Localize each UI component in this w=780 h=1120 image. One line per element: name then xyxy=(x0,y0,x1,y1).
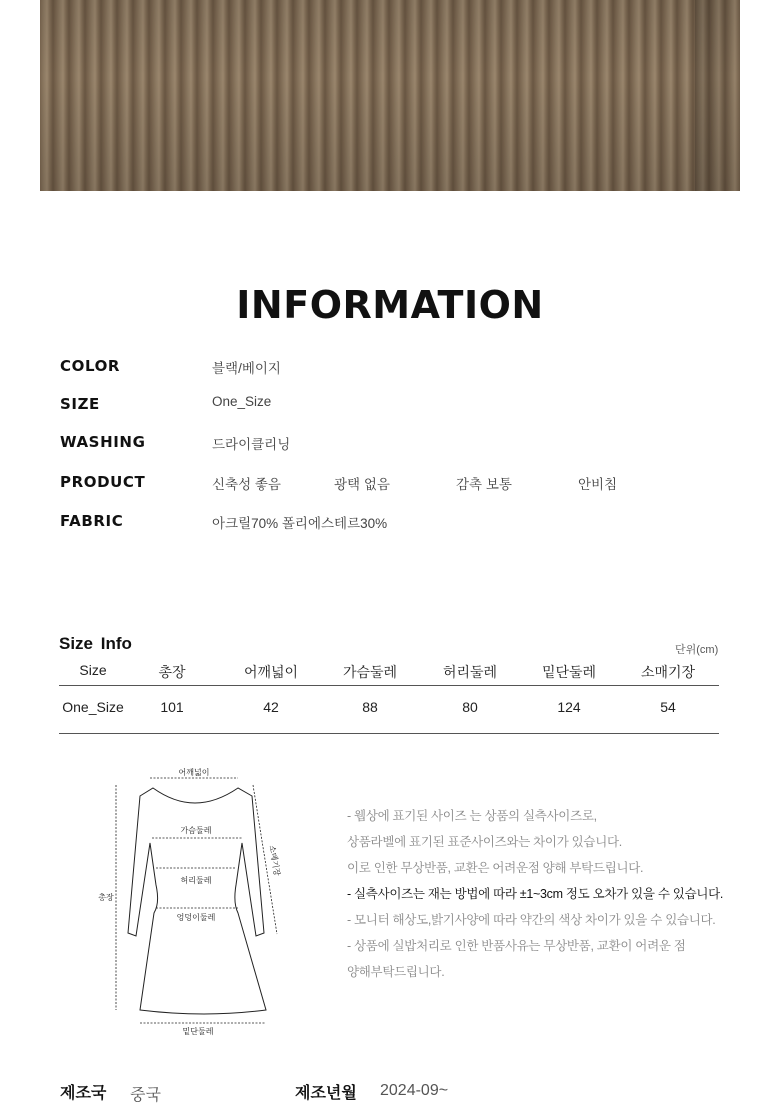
manufacture-date-value: 2024-09~ xyxy=(380,1082,449,1099)
table-header-shoulder: 어깨넓이 xyxy=(243,664,299,680)
table-cell-shoulder: 42 xyxy=(263,699,279,715)
table-cell-sleeve: 54 xyxy=(660,699,676,715)
fabric-value: 아크릴70% 폴리에스테르30% xyxy=(212,516,388,531)
sleeve-measure-label: 소매기장 xyxy=(267,844,282,877)
table-bottom-divider xyxy=(59,733,719,734)
notice-list xyxy=(347,806,723,988)
notice-line: - 모니터 해상도,밝기사양에 따라 약간의 색상 차이가 있을 수 있습니다. xyxy=(347,913,716,927)
table-header-hem: 밑단둘레 xyxy=(541,664,597,680)
photo-shading xyxy=(40,0,740,191)
notice-line: - 웹상에 표기된 사이즈 는 상품의 실측사이즈로, xyxy=(347,809,597,823)
table-cell-waist: 80 xyxy=(462,699,478,715)
product-gloss-value: 광택 없음 xyxy=(334,477,390,492)
size-value: One_Size xyxy=(212,394,272,409)
hip-measure-label: 엉덩이둘레 xyxy=(176,913,216,922)
size-info-title: Size Info xyxy=(59,634,132,653)
table-header-chest: 가슴둘레 xyxy=(342,664,398,680)
product-sheer-value: 안비침 xyxy=(578,477,618,492)
shoulder-measure-label: 어깨넓이 xyxy=(178,768,210,777)
color-value: 블랙/베이지 xyxy=(212,361,281,376)
notice-line: 이로 인한 무상반품, 교환은 어려운점 양해 부탁드립니다. xyxy=(347,861,644,875)
notice-line-emphasis: - 실측사이즈는 재는 방법에 따라 ±1~3cm 정도 오차가 있을 수 있습니다. xyxy=(347,887,724,901)
origin-value: 중국 xyxy=(130,1087,161,1104)
product-texture-value: 감촉 보통 xyxy=(456,477,512,492)
measurement-diagram xyxy=(88,763,298,1040)
fabric-label: FABRIC xyxy=(60,512,124,530)
product-stretch-value: 신축성 좋음 xyxy=(212,477,281,492)
product-label: PRODUCT xyxy=(60,473,146,491)
notice-line: 양해부탁드립니다. xyxy=(347,965,445,979)
photo-sleeve-seam xyxy=(695,0,740,191)
table-header-length: 총장 xyxy=(158,664,186,680)
manufacture-date-label: 제조년월 xyxy=(295,1085,357,1102)
product-photo xyxy=(40,0,740,191)
table-cell-hem: 124 xyxy=(557,699,581,715)
table-header-divider xyxy=(59,685,719,686)
waist-measure-label: 허리둘레 xyxy=(180,876,212,885)
length-measure-label: 총장 xyxy=(98,893,114,902)
chest-measure-label: 가슴둘레 xyxy=(180,826,212,835)
table-cell-length: 101 xyxy=(160,699,184,715)
table-header-sleeve: 소매기장 xyxy=(640,664,696,680)
table-header-size: Size xyxy=(79,662,107,678)
notice-line: - 상품에 실밥처리로 인한 반품사유는 무상반품, 교환이 어려운 점 xyxy=(347,939,686,953)
color-label: COLOR xyxy=(60,357,121,375)
table-cell-size: One_Size xyxy=(62,699,124,715)
information-title: INFORMATION xyxy=(236,283,544,327)
size-label: SIZE xyxy=(60,395,100,413)
notice-line: 상품라벨에 표기된 표준사이즈와는 차이가 있습니다. xyxy=(347,835,622,849)
hem-measure-label: 밑단둘레 xyxy=(182,1027,214,1036)
washing-value: 드라이클리닝 xyxy=(212,437,291,452)
unit-label: 단위(cm) xyxy=(675,644,719,656)
origin-label: 제조국 xyxy=(60,1085,107,1102)
table-cell-chest: 88 xyxy=(362,699,378,715)
washing-label: WASHING xyxy=(60,433,146,451)
table-header-waist: 허리둘레 xyxy=(442,664,498,680)
dress-outline xyxy=(128,788,266,1014)
